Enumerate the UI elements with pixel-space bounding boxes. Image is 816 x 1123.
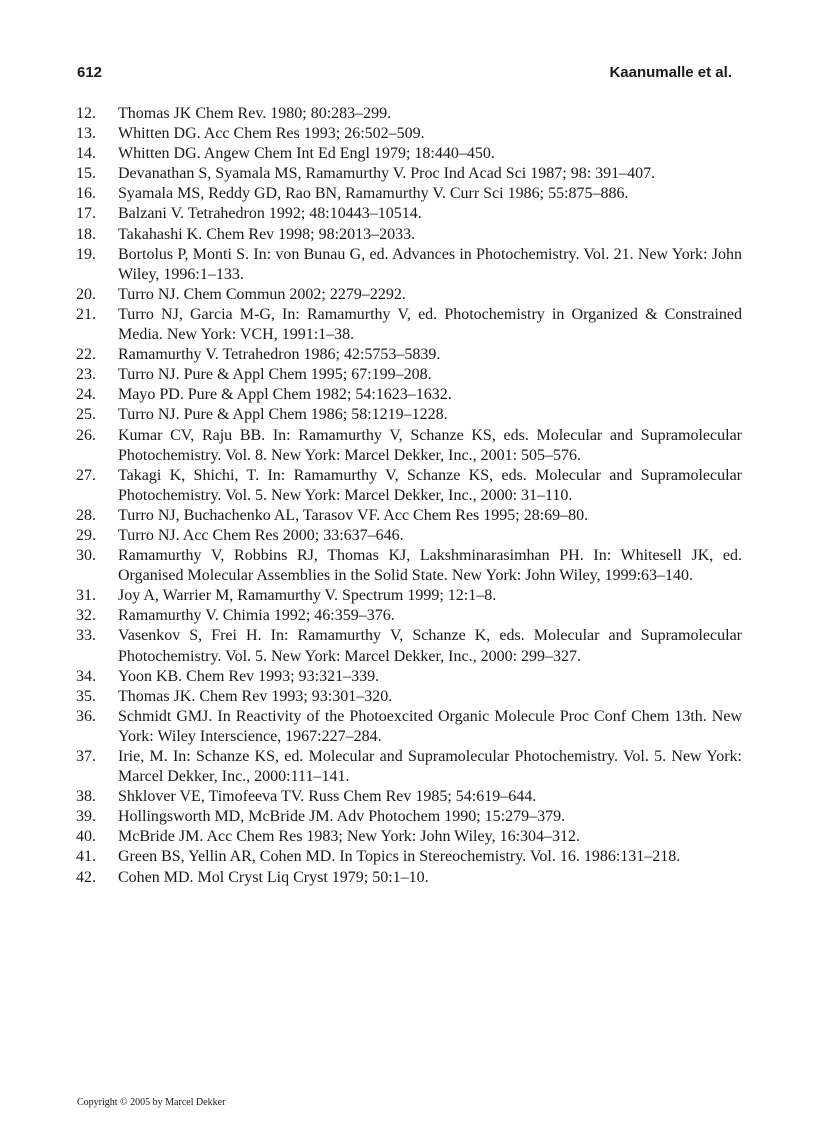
reference-text: Yoon KB. Chem Rev 1993; 93:321–339.: [118, 667, 380, 685]
reference-number: 33.: [76, 627, 96, 645]
reference-number: 14.: [76, 145, 96, 163]
reference-number: 12.: [76, 105, 96, 122]
reference-number: 41.: [76, 848, 96, 866]
reference-item: [76, 164, 742, 184]
reference-number: 40.: [76, 828, 96, 846]
reference-text: Bortolus P, Monti S. In: von Bunau G, ed. Advances in Photochemistry. Vol. 21. New York: John Wiley, 1996:1–133.: [118, 245, 742, 283]
reference-number: 35.: [76, 687, 96, 705]
reference-text: Turro NJ. Pure & Appl Chem 1995; 67:199–208.: [118, 366, 432, 384]
reference-number: 34.: [76, 667, 96, 685]
reference-number: 26.: [76, 426, 96, 444]
reference-item: [76, 626, 742, 666]
reference-number: 18.: [76, 225, 96, 243]
reference-text: Whitten DG. Acc Chem Res 1993; 26:502–509.: [118, 125, 425, 143]
reference-number: 24.: [76, 386, 96, 404]
reference-item: [76, 104, 742, 124]
reference-number: 23.: [76, 366, 96, 384]
reference-item: [76, 245, 742, 285]
reference-text: Devanathan S, Syamala MS, Ramamurthy V. Proc Ind Acad Sci 1987; 98: 391–407.: [118, 165, 656, 183]
copyright-notice: Copyright © 2005 by Marcel Dekker: [77, 1097, 226, 1108]
reference-number: 13.: [76, 125, 96, 143]
reference-item: [76, 426, 742, 466]
reference-item: [76, 305, 742, 345]
reference-text: Joy A, Warrier M, Ramamurthy V. Spectrum 1999; 12:1–8.: [118, 587, 497, 605]
reference-item: [76, 868, 742, 888]
reference-item: [76, 546, 742, 586]
reference-item: [76, 667, 742, 687]
reference-item: [76, 385, 742, 405]
reference-text: Ramamurthy V. Chimia 1992; 46:359–376.: [118, 607, 395, 625]
reference-item: [76, 345, 742, 365]
reference-number: 42.: [76, 868, 96, 886]
reference-number: 17.: [76, 205, 96, 223]
reference-text: Turro NJ, Buchachenko AL, Tarasov VF. Acc Chem Res 1995; 28:69–80.: [118, 506, 589, 524]
reference-item: [76, 847, 742, 867]
reference-number: 30.: [76, 547, 96, 565]
reference-item: [76, 687, 742, 707]
reference-item: [76, 365, 742, 385]
reference-text: Balzani V. Tetrahedron 1992; 48:10443–10514.: [118, 205, 422, 223]
reference-number: 29.: [76, 526, 96, 544]
reference-number: 19.: [76, 245, 96, 263]
reference-item: [76, 466, 742, 506]
reference-item: [76, 285, 742, 305]
reference-item: [76, 787, 742, 807]
reference-number: 20.: [76, 285, 96, 303]
reference-text: Takahashi K. Chem Rev 1998; 98:2013–2033.: [118, 225, 416, 243]
reference-item: [76, 827, 742, 847]
page-number: 612: [77, 64, 103, 81]
reference-text: Mayo PD. Pure & Appl Chem 1982; 54:1623–1632.: [118, 386, 452, 404]
reference-text: Vasenkov S, Frei H. In: Ramamurthy V, Schanze K, eds. Molecular and Supramolecular Photochemistry. Vol. 5. New York: Marcel Dekker, Inc., 2000: 299–327.: [118, 627, 742, 665]
reference-item: [76, 586, 742, 606]
reference-number: 37.: [76, 748, 96, 765]
reference-item: [76, 405, 742, 425]
reference-number: 25.: [76, 406, 96, 424]
running-head-authors: Kaanumalle et al.: [609, 64, 732, 81]
reference-text: Takagi K, Shichi, T. In: Ramamurthy V, Schanze KS, eds. Molecular and Supramolecular Photochemistry. Vol. 5. New York: Marcel Dekker, Inc., 2000: 31–110.: [118, 466, 742, 504]
reference-text: Ramamurthy V, Robbins RJ, Thomas KJ, Lakshminarasimhan PH. In: Whitesell JK, ed. Organised Molecular Assemblies in the Solid State. New York: John Wiley, 1999:63–140.: [118, 547, 742, 585]
reference-text: Whitten DG. Angew Chem Int Ed Engl 1979; 18:440–450.: [118, 145, 495, 163]
reference-item: [76, 184, 742, 204]
reference-item: [76, 606, 742, 626]
reference-item: [76, 506, 742, 526]
reference-text: Cohen MD. Mol Cryst Liq Cryst 1979; 50:1–10.: [118, 868, 429, 886]
reference-text: Turro NJ, Garcia M-G, In: Ramamurthy V, ed. Photochemistry in Organized & Constrained Media. New York: VCH, 1991:1–38.: [118, 305, 742, 344]
reference-text: Thomas JK Chem Rev. 1980; 80:283–299.: [118, 105, 392, 122]
reference-item: [76, 144, 742, 164]
reference-number: 21.: [76, 305, 96, 323]
reference-item: [76, 225, 742, 245]
reference-item: [76, 807, 742, 827]
reference-text: Kumar CV, Raju BB. In: Ramamurthy V, Schanze KS, eds. Molecular and Supramolecular Photochemistry. Vol. 8. New York: Marcel Dekker, Inc., 2001: 505–576.: [118, 426, 742, 464]
reference-number: 39.: [76, 808, 96, 826]
reference-text: Irie, M. In: Schanze KS, ed. Molecular and Supramolecular Photochemistry. Vol. 5. New York: Marcel Dekker, Inc., 2000:111–141.: [118, 748, 742, 786]
reference-text: Schmidt GMJ. In Reactivity of the Photoexcited Organic Molecule Proc Conf Chem 13th. New York: Wiley Interscience, 1967:227–284.: [118, 707, 742, 745]
reference-number: 36.: [76, 707, 96, 725]
reference-item: [76, 526, 742, 546]
reference-number: 32.: [76, 607, 96, 625]
reference-text: Thomas JK. Chem Rev 1993; 93:301–320.: [118, 687, 393, 705]
reference-text: Hollingsworth MD, McBride JM. Adv Photochem 1990; 15:279–379.: [118, 808, 566, 826]
reference-text: Turro NJ. Chem Commun 2002; 2279–2292.: [118, 285, 406, 303]
reference-text: Ramamurthy V. Tetrahedron 1986; 42:5753–5839.: [118, 346, 441, 364]
reference-number: 27.: [76, 466, 96, 484]
reference-item: [76, 747, 742, 787]
reference-number: 31.: [76, 587, 96, 605]
reference-item: [76, 124, 742, 144]
reference-number: 22.: [76, 346, 96, 364]
reference-text: McBride JM. Acc Chem Res 1983; New York: John Wiley, 16:304–312.: [118, 828, 581, 846]
reference-text: Green BS, Yellin AR, Cohen MD. In Topics in Stereochemistry. Vol. 16. 1986:131–218.: [118, 848, 681, 866]
reference-item: [76, 707, 742, 747]
reference-list: [76, 104, 742, 888]
reference-text: Turro NJ. Pure & Appl Chem 1986; 58:1219–1228.: [118, 406, 448, 424]
reference-number: 28.: [76, 506, 96, 524]
reference-text: Syamala MS, Reddy GD, Rao BN, Ramamurthy V. Curr Sci 1986; 55:875–886.: [118, 185, 629, 203]
reference-number: 15.: [76, 165, 96, 183]
reference-text: Shklover VE, Timofeeva TV. Russ Chem Rev 1985; 54:619–644.: [118, 788, 537, 806]
reference-number: 16.: [76, 185, 96, 203]
reference-item: [76, 204, 742, 224]
reference-text: Turro NJ. Acc Chem Res 2000; 33:637–646.: [118, 526, 404, 544]
reference-number: 38.: [76, 788, 96, 806]
